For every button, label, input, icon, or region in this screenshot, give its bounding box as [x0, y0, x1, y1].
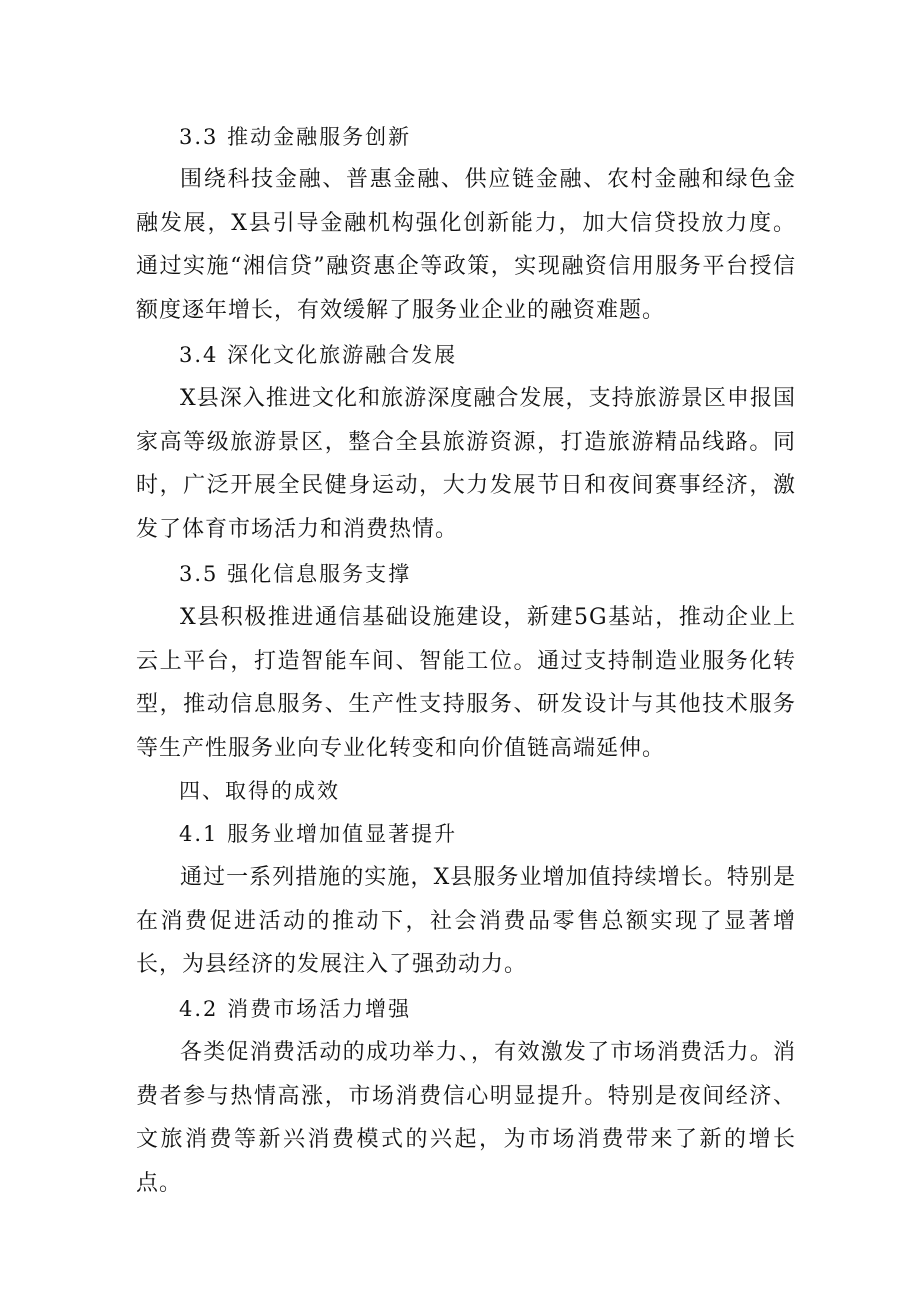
- section-heading-4-1: 4.1 服务业增加值显著提升: [179, 822, 458, 846]
- section-heading-4-2: 4.2 消费市场活力增强: [179, 997, 412, 1021]
- section-heading-3-4: 3.4 深化文化旅游融合发展: [179, 343, 458, 367]
- section-heading-3-5: 3.5 强化信息服务支撑: [179, 562, 412, 586]
- section-paragraph-3-3: 围绕科技金融、普惠金融、供应链金融、农村金融和绿色金融发展，X县引导金融机构强化创新能力，加大信贷投放力度。通过实施“湘信贷”融资惠企等政策，实现融资信用服务平台授信额度逐年增长，有效缓解了服务业企业的融资难题。: [136, 167, 796, 323]
- section-paragraph-3-5: X县积极推进通信基础设施建设，新建5G基站，推动企业上云上平台，打造智能车间、智能工位。通过支持制造业服务化转型，推动信息服务、生产性支持服务、研发设计与其他技术服务等生产性服务业向专业化转变和向价值链高端延伸。: [136, 605, 796, 761]
- section-paragraph-4-2: 各类促消费活动的成功举力、，有效激发了市场消费活力。消费者参与热情高涨，市场消费信心明显提升。特别是夜间经济、文旅消费等新兴消费模式的兴起，为市场消费带来了新的增长点。: [136, 1040, 796, 1196]
- section-paragraph-4-1: 通过一系列措施的实施，X县服务业增加值持续增长。特别是在消费促进活动的推动下，社会消费品零售总额实现了显著增长，为县经济的发展注入了强劲动力。: [136, 865, 796, 977]
- section-heading-3-3: 3.3 推动金融服务创新: [179, 125, 412, 149]
- section-paragraph-3-4: X县深入推进文化和旅游深度融合发展，支持旅游景区申报国家高等级旅游景区，整合全县旅游资源，打造旅游精品线路。同时，广泛开展全民健身运动，大力发展节日和夜间赛事经济，激发了体育市场活力和消费热情。: [136, 386, 796, 542]
- chapter-heading-4: 四、取得的成效: [179, 779, 340, 803]
